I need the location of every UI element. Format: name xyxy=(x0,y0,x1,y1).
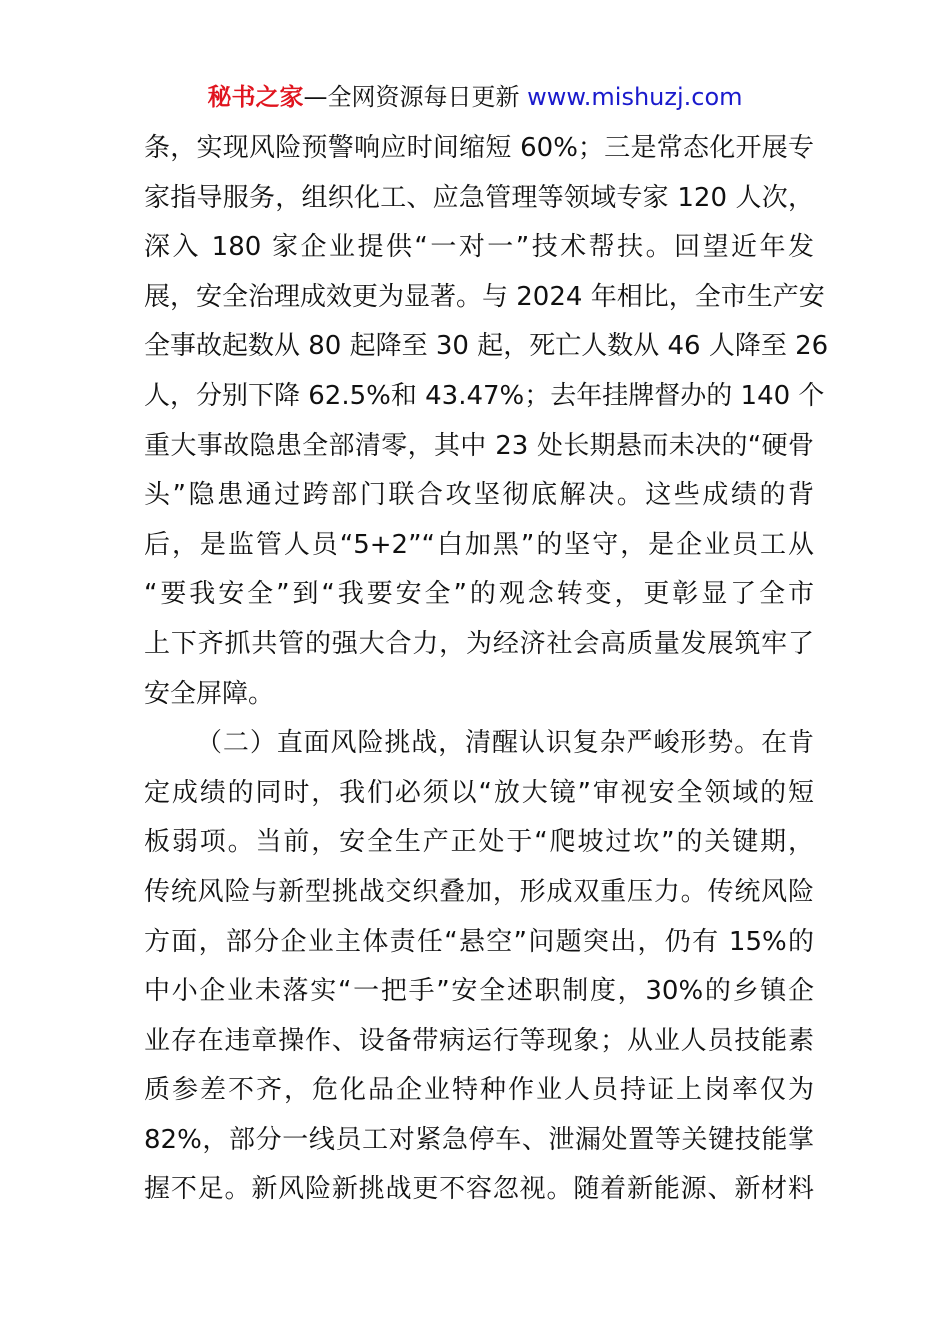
text-line: 质参差不齐，危化品企业特种作业人员持证上岗率仅为 xyxy=(144,1075,814,1106)
text-line: 深入 180 家企业提供“一对一”技术帮扶。回望近年发 xyxy=(144,232,814,263)
site-header xyxy=(0,80,950,114)
site-brand: 秘书之家 xyxy=(207,83,304,111)
text-line: 人，分别下降 62.5%和 43.47%；去年挂牌督办的 140 个 xyxy=(144,380,825,411)
text-line: 家指导服务，组织化工、应急管理等领域专家 120 人次， xyxy=(144,182,814,213)
text-line: 全事故起数从 80 起降至 30 起，死亡人数从 46 人降至 26 xyxy=(144,331,829,362)
paragraph-end-line: 安全屏障。 xyxy=(144,678,275,709)
text-line: 条，实现风险预警响应时间缩短 60%；三是常态化开展专 xyxy=(144,133,814,163)
text-line: “要我安全”到“我要安全”的观念转变，更彰显了全市 xyxy=(144,579,814,610)
text-line: 传统风险与新型挑战交织叠加，形成双重压力。传统风险 xyxy=(144,876,814,907)
site-tagline: —全网资源每日更新 xyxy=(303,83,520,111)
text-line: 握不足。新风险新挑战更不容忽视。随着新能源、新材料 xyxy=(144,1174,814,1205)
text-line: 中小企业未落实“一把手”安全述职制度，30%的乡镇企 xyxy=(144,976,814,1007)
text-line: 后，是监管人员“5+2”“白加黑”的坚守，是企业员工从 xyxy=(144,529,814,560)
text-line: 上下齐抓共管的强大合力，为经济社会高质量发展筑牢了 xyxy=(144,628,814,659)
text-line: 82%，部分一线员工对紧急停车、泄漏处置等关键技能掌 xyxy=(144,1124,814,1155)
text-line: 定成绩的同时，我们必须以“放大镜”审视安全领域的短 xyxy=(144,777,814,808)
text-line: 头”隐患通过跨部门联合攻坚彻底解决。这些成绩的背 xyxy=(144,480,814,511)
text-line: 重大事故隐患全部清零，其中 23 处长期悬而未决的“硬骨 xyxy=(144,430,814,461)
text-line: 方面，部分企业主体责任“悬空”问题突出，仍有 15%的 xyxy=(144,926,814,957)
section-heading-line: （二）直面风险挑战，清醒认识复杂严峻形势。在肯 xyxy=(196,728,814,759)
text-line: 业存在违章操作、设备带病运行等现象；从业人员技能素 xyxy=(144,1025,814,1056)
text-line: 展，安全治理成效更为显著。与 2024 年相比，全市生产安 xyxy=(144,281,825,312)
text-line: 板弱项。当前，安全生产正处于“爬坡过坎”的关键期， xyxy=(144,827,814,858)
site-url-link[interactable]: www.mishuzj.com xyxy=(527,83,743,111)
document-body xyxy=(144,124,829,1215)
